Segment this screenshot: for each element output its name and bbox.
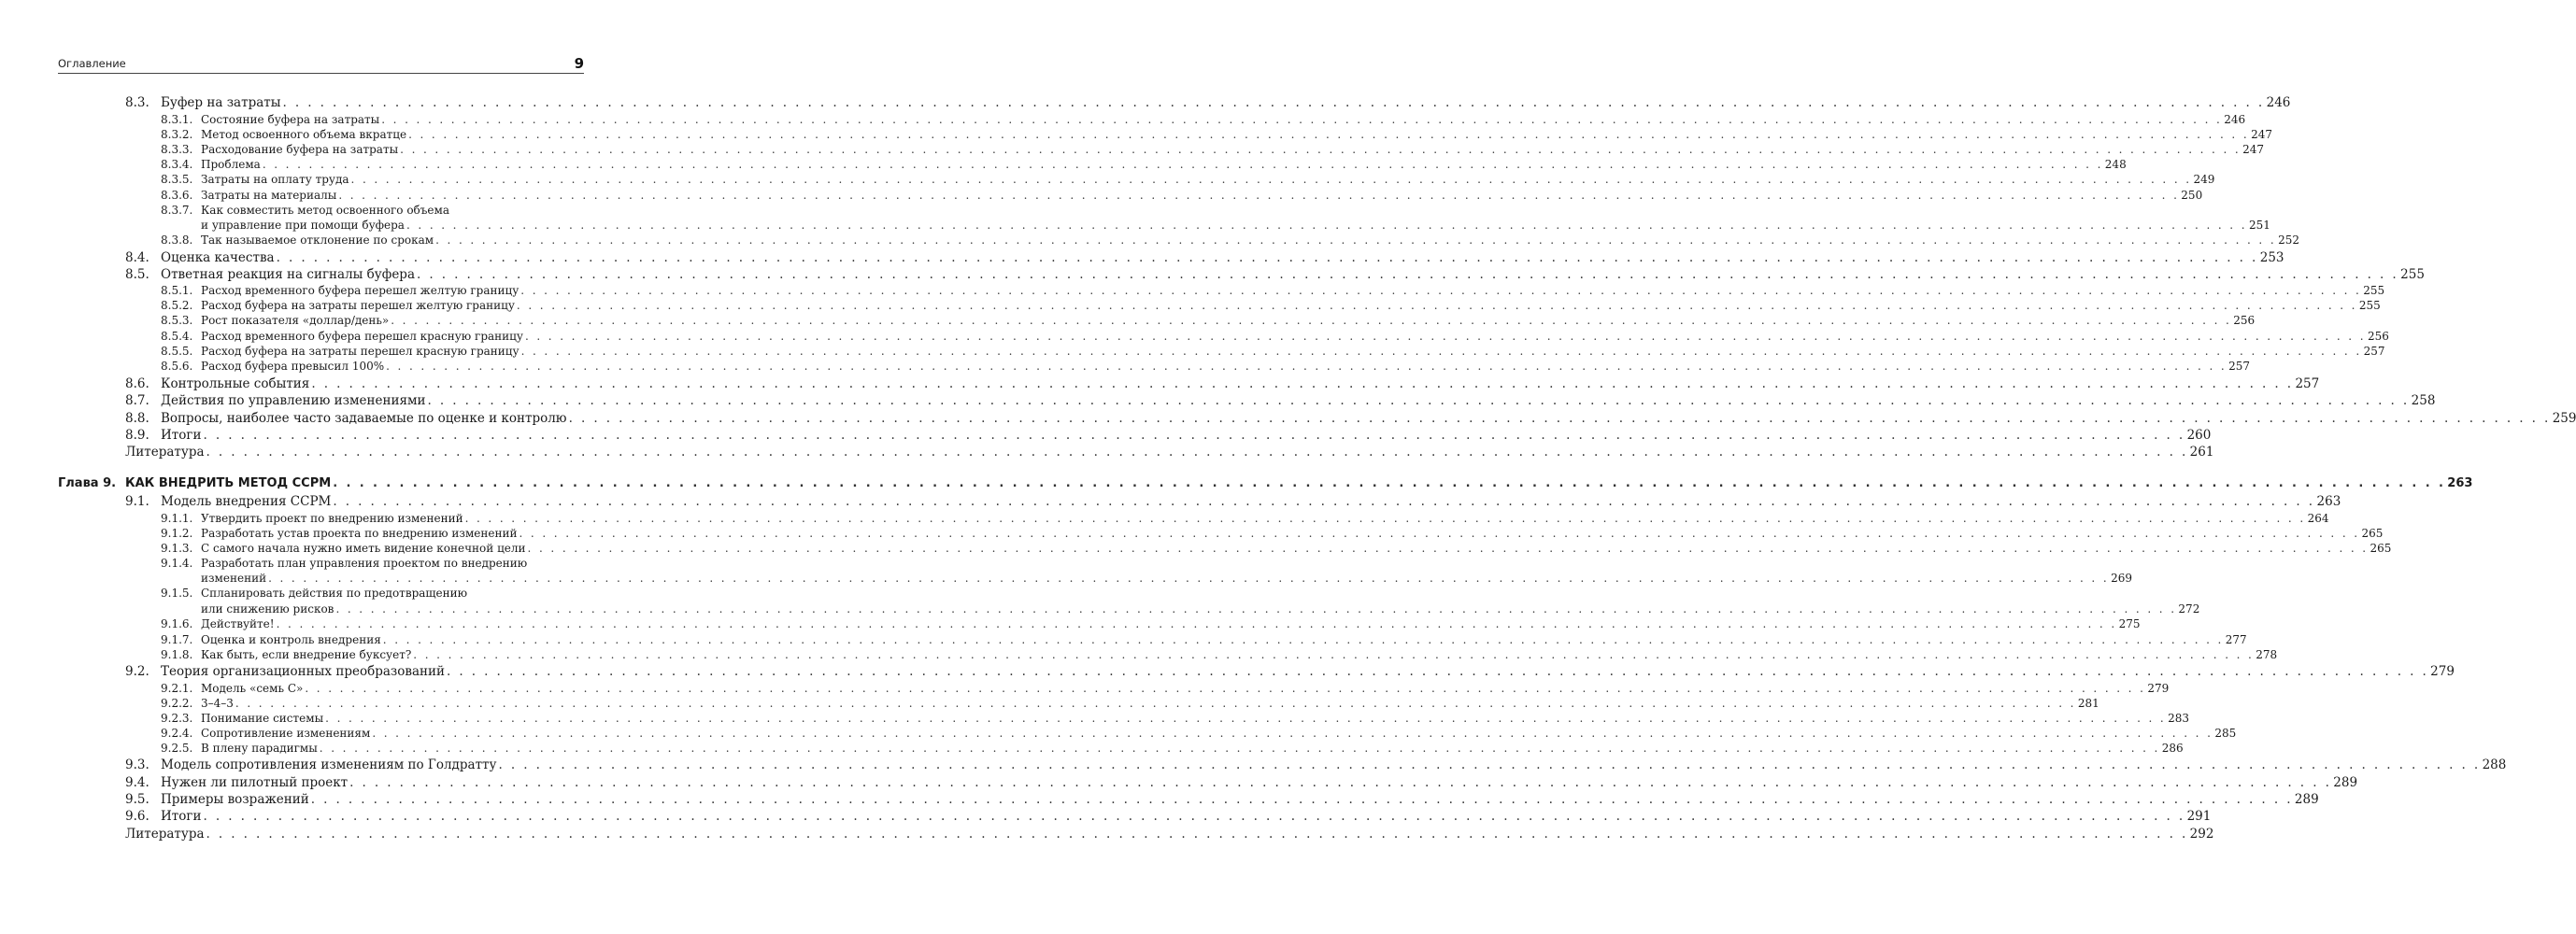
dot-leader [521,345,2362,358]
toc-entry-title: Оценка и контроль внедрения [201,633,381,646]
toc-entry-page: 246 [2224,113,2246,126]
toc-entry-page: 285 [2214,727,2237,740]
toc-entry-number: 9.2.1. [161,682,193,695]
toc-entry-title: Рост показателя «доллар/день» [201,314,390,327]
toc-entry-number: 8.3.4. [161,158,193,171]
toc-entry[interactable] [161,143,2265,156]
dot-leader [528,542,2369,555]
toc-entry[interactable] [161,284,2385,297]
toc-entry-number: 9.2. [125,664,149,679]
toc-entry-title: Понимание системы [201,712,324,725]
toc-entry[interactable] [161,158,2127,171]
toc-entry-title: Расход буфера на затраты перешел красную границу [201,345,519,358]
toc-entry-title: Контрольные события [161,376,310,391]
toc-entry-page: 246 [2266,95,2291,110]
toc-entry-number: 8.5. [125,267,149,282]
toc-entry-title: и управление при помощи буфера [201,219,405,232]
toc-entry-page: 258 [2411,393,2436,408]
dot-leader [349,775,2331,790]
toc-entry-title: 3–4–3 [201,697,234,710]
toc-entry-title: Расход временного буфера перешел красную границу [201,330,523,343]
toc-entry-number: 9.6. [125,809,149,824]
toc-entry-title: Теория организационных преобразований [161,664,446,679]
toc-entry[interactable] [161,633,2247,646]
dot-leader [335,602,2176,616]
toc-entry-number: 9.2.2. [161,697,193,710]
toc-entry-title: Ответная реакция на сигналы буфера [161,267,415,282]
toc-entry-number: 8.5.3. [161,314,193,327]
toc-entry-page: 255 [2358,299,2381,312]
toc-entry-title: Вопросы, наиболее часто задаваемые по оценке и контролю [161,411,567,426]
toc-entry-title: Действия по управлению изменениями [161,393,426,408]
dot-leader [333,476,2445,490]
dot-leader [333,494,2314,509]
toc-entry[interactable] [161,314,2256,327]
toc-entry-title: Модель внедрения CCPM [161,494,332,509]
toc-entry-number: 9.1.6. [161,617,193,630]
dot-leader [428,393,2410,408]
toc-entry-title: Расход буфера превысил 100% [201,360,385,373]
toc-entry-number: 8.6. [125,376,149,391]
toc-entry-page: 277 [2225,633,2247,646]
toc-entry[interactable] [125,792,2319,807]
toc-entry-number: 9.4. [125,775,149,790]
toc-entry[interactable] [161,330,2389,343]
toc-entry[interactable] [161,682,2170,695]
running-title: Оглавление [58,57,126,70]
toc-entry-number: 9.1.8. [161,648,193,661]
toc-entry-number: 9.3. [125,757,149,772]
toc-entry[interactable] [125,376,2320,391]
toc-entry[interactable] [161,113,2246,126]
toc-entry-number: 8.5.4. [161,330,193,343]
toc-entry-page: 283 [2168,712,2190,725]
toc-entry-page: 289 [2294,792,2319,807]
toc-chapter-entry[interactable] [58,476,2473,490]
toc-entry[interactable] [125,494,2341,509]
toc-entry-number: Глава 9. [58,476,117,490]
toc-entry-number: 8.5.1. [161,284,193,297]
dot-leader [277,617,2117,630]
toc-entry-title: Оценка качества [161,250,275,265]
toc-entry-number: 9.1.1. [161,512,193,525]
dot-leader [277,250,2258,265]
toc-entry-page: 278 [2256,648,2278,661]
toc-entry-number: 8.3.3. [161,143,193,156]
toc-entry-page: 264 [2307,512,2329,525]
toc-entry[interactable] [161,648,2278,661]
toc-entry-title-line1: Как совместить метод освоенного объема [201,204,449,217]
dot-leader [268,572,2109,585]
dot-leader [305,682,2145,695]
dot-leader [235,697,2076,710]
dot-leader [569,411,2551,426]
dot-leader [383,633,2224,646]
toc-entry-number: 8.3.7. [161,204,193,217]
toc-entry[interactable] [125,250,2284,265]
dot-leader [351,173,2192,186]
toc-entry[interactable] [125,393,2436,408]
toc-entry-page: 257 [2228,360,2251,373]
toc-entry-page: 250 [2181,189,2203,202]
dot-leader [372,727,2213,740]
toc-entry-title: Действуйте! [201,617,275,630]
toc-entry-title: Литература [125,445,205,460]
toc-entry-title: Модель сопротивления изменениям по Голдратту [161,757,497,772]
toc-entry-title: Буфер на затраты [161,95,281,110]
toc-entry-page: 265 [2370,542,2392,555]
toc-entry-page: 288 [2482,757,2507,772]
toc-entry[interactable] [125,775,2358,790]
toc-entry-title-line1: Разработать план управления проектом по внедрению [201,557,528,570]
toc-entry[interactable] [161,727,2237,740]
toc-entry-page: 265 [2361,527,2384,540]
toc-entry-title: Как быть, если внедрение буксует? [201,648,412,661]
toc-entry-page: 255 [2363,284,2385,297]
toc-entry[interactable] [125,809,2212,824]
toc-entry-number: 9.2.4. [161,727,193,740]
toc-entry-number: 8.3.8. [161,234,193,247]
dot-leader [338,189,2179,202]
toc-entry-number: 9.1.7. [161,633,193,646]
dot-leader [400,143,2241,156]
dot-leader [435,234,2276,247]
toc-entry-page: 292 [2189,827,2214,842]
toc-entry-page: 252 [2278,234,2299,247]
dot-leader [406,219,2247,232]
toc-entry-title: или снижению рисков [201,602,334,616]
toc-entry-page: 279 [2147,682,2170,695]
toc-entry-title: Модель «семь С» [201,682,304,695]
toc-entry-page: 256 [2233,314,2256,327]
toc-entry-title: Проблема [201,158,261,171]
toc-entry[interactable] [161,697,2099,710]
toc-entry-page: 257 [2295,376,2320,391]
toc-entry[interactable] [201,602,2200,616]
dot-leader [203,809,2185,824]
toc-entry-title: Расходование буфера на затраты [201,143,399,156]
toc-entry-page: 257 [2363,345,2385,358]
dot-leader [263,158,2103,171]
toc-entry[interactable] [161,512,2329,525]
toc-entry-page: 259 [2552,411,2576,426]
toc-entry-number: 9.2.3. [161,712,193,725]
toc-entry-title: В плену парадигмы [201,742,318,755]
dot-leader [320,742,2160,755]
toc-entry[interactable] [161,712,2190,725]
toc-entry-number: 8.3.6. [161,189,193,202]
dot-leader [391,314,2231,327]
toc-entry-title: Так называемое отклонение по срокам [201,234,434,247]
toc-entry-title: Расход временного буфера перешел желтую границу [201,284,519,297]
toc-entry[interactable] [161,527,2384,540]
dot-leader [520,284,2361,297]
dot-leader [408,128,2249,141]
toc-entry-number: 8.9. [125,428,149,443]
toc-entry-number: 9.1.5. [161,587,193,600]
toc-entry-number: 9.1.4. [161,557,193,570]
dot-leader [417,267,2398,282]
dot-leader [465,512,2306,525]
dot-leader [498,757,2480,772]
toc-entry[interactable] [161,360,2251,373]
dot-leader [203,428,2185,443]
toc-entry-page: 260 [2186,428,2212,443]
toc-entry-page: 279 [2430,664,2455,679]
toc-entry[interactable] [125,827,2214,842]
toc-entry[interactable] [161,234,2299,247]
toc-entry-title-line1: Спланировать действия по предотвращению [201,587,468,600]
toc-entry-page: 247 [2242,143,2265,156]
toc-entry-title: Затраты на оплату труда [201,173,349,186]
toc-entry-title: Утвердить проект по внедрению изменений [201,512,463,525]
toc-entry-number: 9.5. [125,792,149,807]
toc-entry-page: 263 [2447,476,2473,490]
toc-entry[interactable] [161,128,2272,141]
toc-entry-page: 275 [2118,617,2141,630]
toc-entry-title: Итоги [161,809,202,824]
toc-entry-number: 8.7. [125,393,149,408]
page-number: 9 [574,55,584,72]
toc-entry-title: С самого начала нужно иметь видение конечной цели [201,542,526,555]
toc-entry-page: 249 [2193,173,2215,186]
toc-entry-page: 286 [2161,742,2184,755]
toc-entry[interactable] [161,189,2203,202]
toc-entry-page: 247 [2251,128,2272,141]
toc-entry[interactable] [201,219,2270,232]
toc-entry[interactable] [161,299,2381,312]
dot-leader [311,792,2293,807]
toc-entry[interactable] [161,742,2184,755]
toc-entry[interactable] [125,411,2576,426]
dot-leader [381,113,2222,126]
toc-entry[interactable] [125,95,2291,110]
toc-entry-page: 281 [2077,697,2099,710]
toc-entry-title: Состояние буфера на затраты [201,113,380,126]
toc-entry-page: 261 [2189,445,2214,460]
toc-entry-title: Расход буфера на затраты перешел желтую границу [201,299,515,312]
toc-entry-page: 291 [2186,809,2212,824]
toc-entry-title: Разработать устав проекта по внедрению изменений [201,527,518,540]
toc-entry-page: 251 [2248,219,2270,232]
toc-entry-title: Нужен ли пилотный проект [161,775,349,790]
toc-entry-number: 8.3.2. [161,128,193,141]
toc-entry-title: Метод освоенного объема вкратце [201,128,407,141]
toc-entry-number: 8.5.2. [161,299,193,312]
toc-entry[interactable] [161,173,2215,186]
dot-leader [525,330,2366,343]
toc-entry-number: 9.1.3. [161,542,193,555]
toc-entry-number: 8.4. [125,250,149,265]
dot-leader [206,827,2188,842]
toc-entry-number: 8.3.1. [161,113,193,126]
toc-entry-page: 256 [2367,330,2389,343]
toc-entry-number: 8.3. [125,95,149,110]
toc-entry-page: 248 [2104,158,2127,171]
toc-entry-page: 253 [2259,250,2284,265]
toc-entry[interactable] [125,445,2214,460]
dot-leader [386,360,2227,373]
toc-entry[interactable] [161,617,2141,630]
toc-entry[interactable] [125,757,2507,772]
dot-leader [413,648,2254,661]
toc-entry-number: 8.3.5. [161,173,193,186]
toc-entry[interactable] [125,664,2455,679]
toc-entry-title: Литература [125,827,205,842]
toc-entry-title: КАК ВНЕДРИТЬ МЕТОД CCPM [125,476,332,490]
toc-entry-title: Сопротивление изменениям [201,727,371,740]
toc-entry-title: Примеры возражений [161,792,309,807]
toc-entry-number: 9.2.5. [161,742,193,755]
toc-entry-number: 9.1.2. [161,527,193,540]
toc-entry-page: 269 [2111,572,2132,585]
dot-leader [206,445,2188,460]
dot-leader [519,527,2360,540]
dot-leader [447,664,2428,679]
toc-entry[interactable] [125,267,2425,282]
dot-leader [282,95,2264,110]
toc-entry-title: Затраты на материалы [201,189,337,202]
toc-entry-page: 255 [2400,267,2425,282]
toc-entry-number: 8.8. [125,411,149,426]
toc-entry-number: 8.5.6. [161,360,193,373]
toc-entry-title: изменений [201,572,267,585]
toc-entry[interactable] [161,345,2385,358]
dot-leader [311,376,2293,391]
toc-entry-page: 272 [2178,602,2200,616]
toc-entry-number: 8.5.5. [161,345,193,358]
toc-entry[interactable] [125,428,2212,443]
dot-leader [325,712,2166,725]
dot-leader [517,299,2357,312]
toc-entry[interactable] [201,572,2132,585]
toc-entry-page: 263 [2316,494,2341,509]
toc-entry-title: Итоги [161,428,202,443]
toc-entry-page: 289 [2333,775,2358,790]
toc-entry-number: 9.1. [125,494,149,509]
toc-entry[interactable] [161,542,2392,555]
